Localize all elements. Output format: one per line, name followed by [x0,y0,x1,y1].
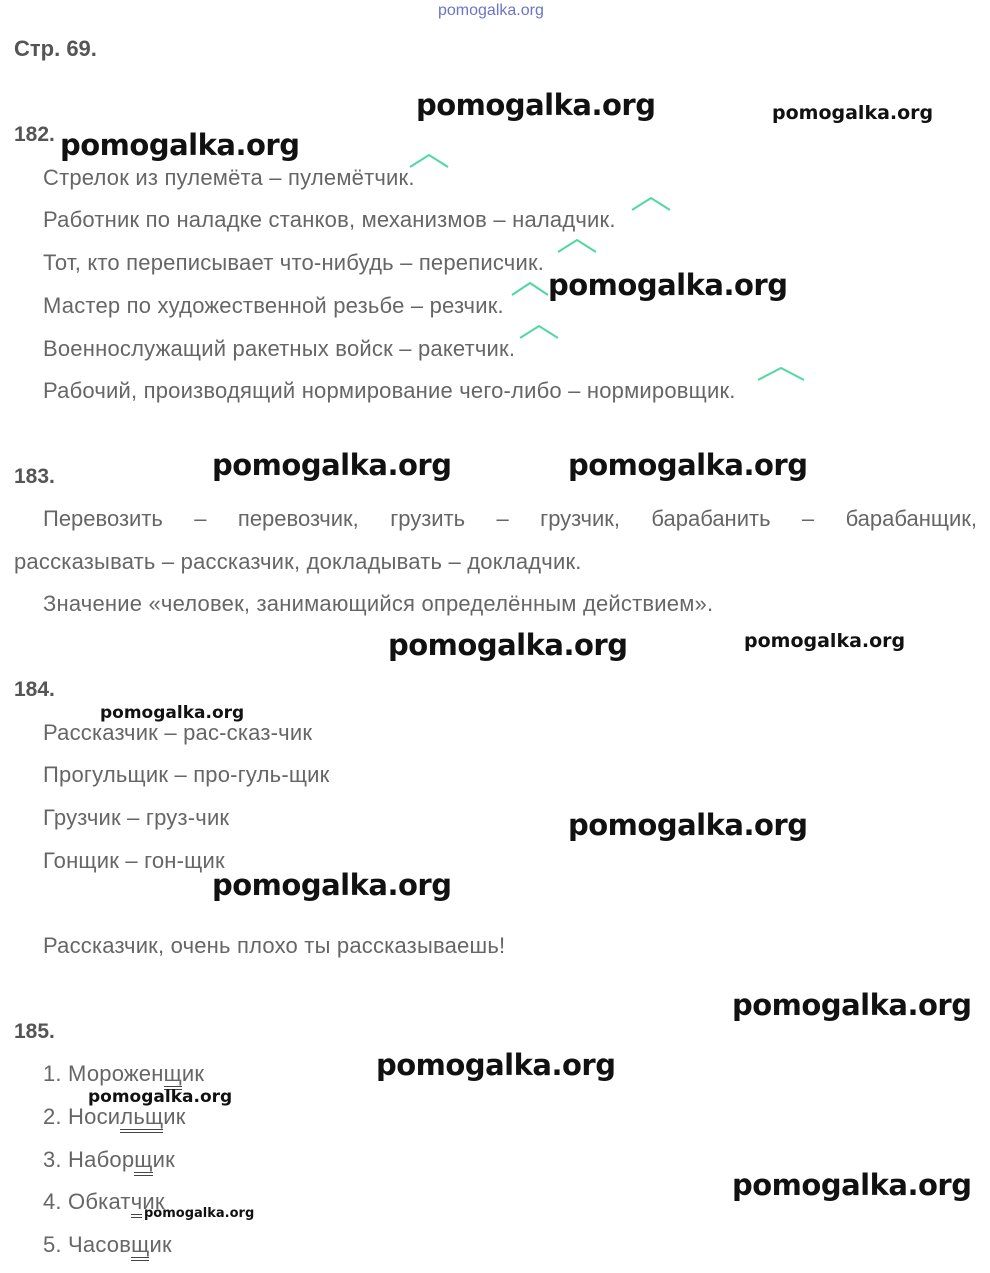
marked-letters: льщ [120,1104,163,1133]
watermark: pomogalka.org [376,1048,616,1082]
marked-letters: ч [131,1189,143,1218]
task-183-line-1 [43,506,977,532]
item-text: 5. Часов [43,1232,132,1257]
task-182-line-3: Тот, кто переписывает что-нибудь – переписчик. [43,250,545,275]
task-182-line-4: Мастер по художественной резьбе – резчик. [43,293,504,318]
watermark: pomogalka.org [212,448,452,482]
word: – [194,506,207,531]
page-title: Стр. 69. [14,36,97,61]
task-184-line-1: Рассказчик – рас-сказ-чик [43,720,313,745]
watermark: pomogalka.org [144,1206,255,1221]
word: Перевозить [43,506,163,531]
word: грузить [390,506,466,531]
watermark: pomogalka.org [568,448,808,482]
item-text: ик [152,1147,175,1172]
watermark: pomogalka.org [568,808,808,842]
watermark: pomogalka.org [732,988,972,1022]
marked-letters: щ [164,1061,182,1090]
watermark: pomogalka.org [388,628,628,662]
suffix-arc [410,155,448,167]
suffix-arc-marks [0,0,990,420]
item-text: 1. Морожен [43,1061,164,1086]
suffix-arc [512,283,548,295]
watermark: pomogalka.org [548,268,788,302]
watermark: pomogalka.org [772,102,934,124]
task-185-item-2 [43,1104,186,1130]
watermark: pomogalka.org [88,1087,233,1107]
marked-letters: щ [134,1147,152,1176]
suffix-arc [632,198,670,210]
task-182-line-5: Военнослужащий ракетных войск – ракетчик. [43,336,516,361]
watermark: pomogalka.org [212,868,452,902]
task-182-line-1: Стрелок из пулемёта – пулемётчик. [43,165,415,190]
task-184-line-3: Грузчик – груз-чик [43,805,230,830]
suffix-arc [558,240,596,252]
marked-letters: щ [131,1232,149,1261]
watermark-top: pomogalka.org [438,2,544,19]
task-184-line-2: Прогульщик – про-гуль-щик [43,762,330,787]
task-185-item-3 [43,1147,175,1173]
watermark: pomogalka.org [732,1168,972,1202]
item-text: 4. Обкат [43,1189,131,1214]
task-185-item-5 [43,1232,172,1258]
task-183-line-3: Значение «человек, занимающийся определённым действием». [43,591,714,616]
item-text: ик [163,1104,186,1129]
suffix-arc [758,368,804,380]
task-184-sentence: Рассказчик, очень плохо ты рассказываешь! [43,933,506,958]
task-184-line-4: Гонщик – гон-щик [43,848,225,873]
word: барабанщик, [845,506,977,531]
task-183-line-2: рассказывать – рассказчик, докладывать – докладчик. [14,549,582,574]
watermark: pomogalka.org [60,128,300,162]
task-182-line-2: Работник по наладке станков, механизмов – наладчик. [43,207,616,232]
word: грузчик, [540,506,621,531]
task-182-number: 182. [14,123,55,146]
watermark: pomogalka.org [416,88,656,122]
item-text: ик [181,1061,205,1086]
task-185-item-1 [43,1061,204,1087]
word: – [801,506,815,531]
task-182-line-6: Рабочий, производящий нормирование чего-либо – нормировщик. [43,378,736,403]
suffix-arc [520,326,558,338]
watermark: pomogalka.org [100,703,245,723]
watermark: pomogalka.org [744,630,906,652]
word: перевозчик, [237,506,359,531]
word: – [496,506,509,531]
task-184-number: 184. [14,678,55,701]
item-text: ик [142,1189,165,1214]
item-text: 2. Носи [43,1104,121,1129]
word: барабанить [651,506,771,531]
task-183-number: 183. [14,465,55,488]
task-185-number: 185. [14,1020,55,1043]
item-text: ик [149,1232,172,1257]
item-text: 3. Набор [43,1147,135,1172]
